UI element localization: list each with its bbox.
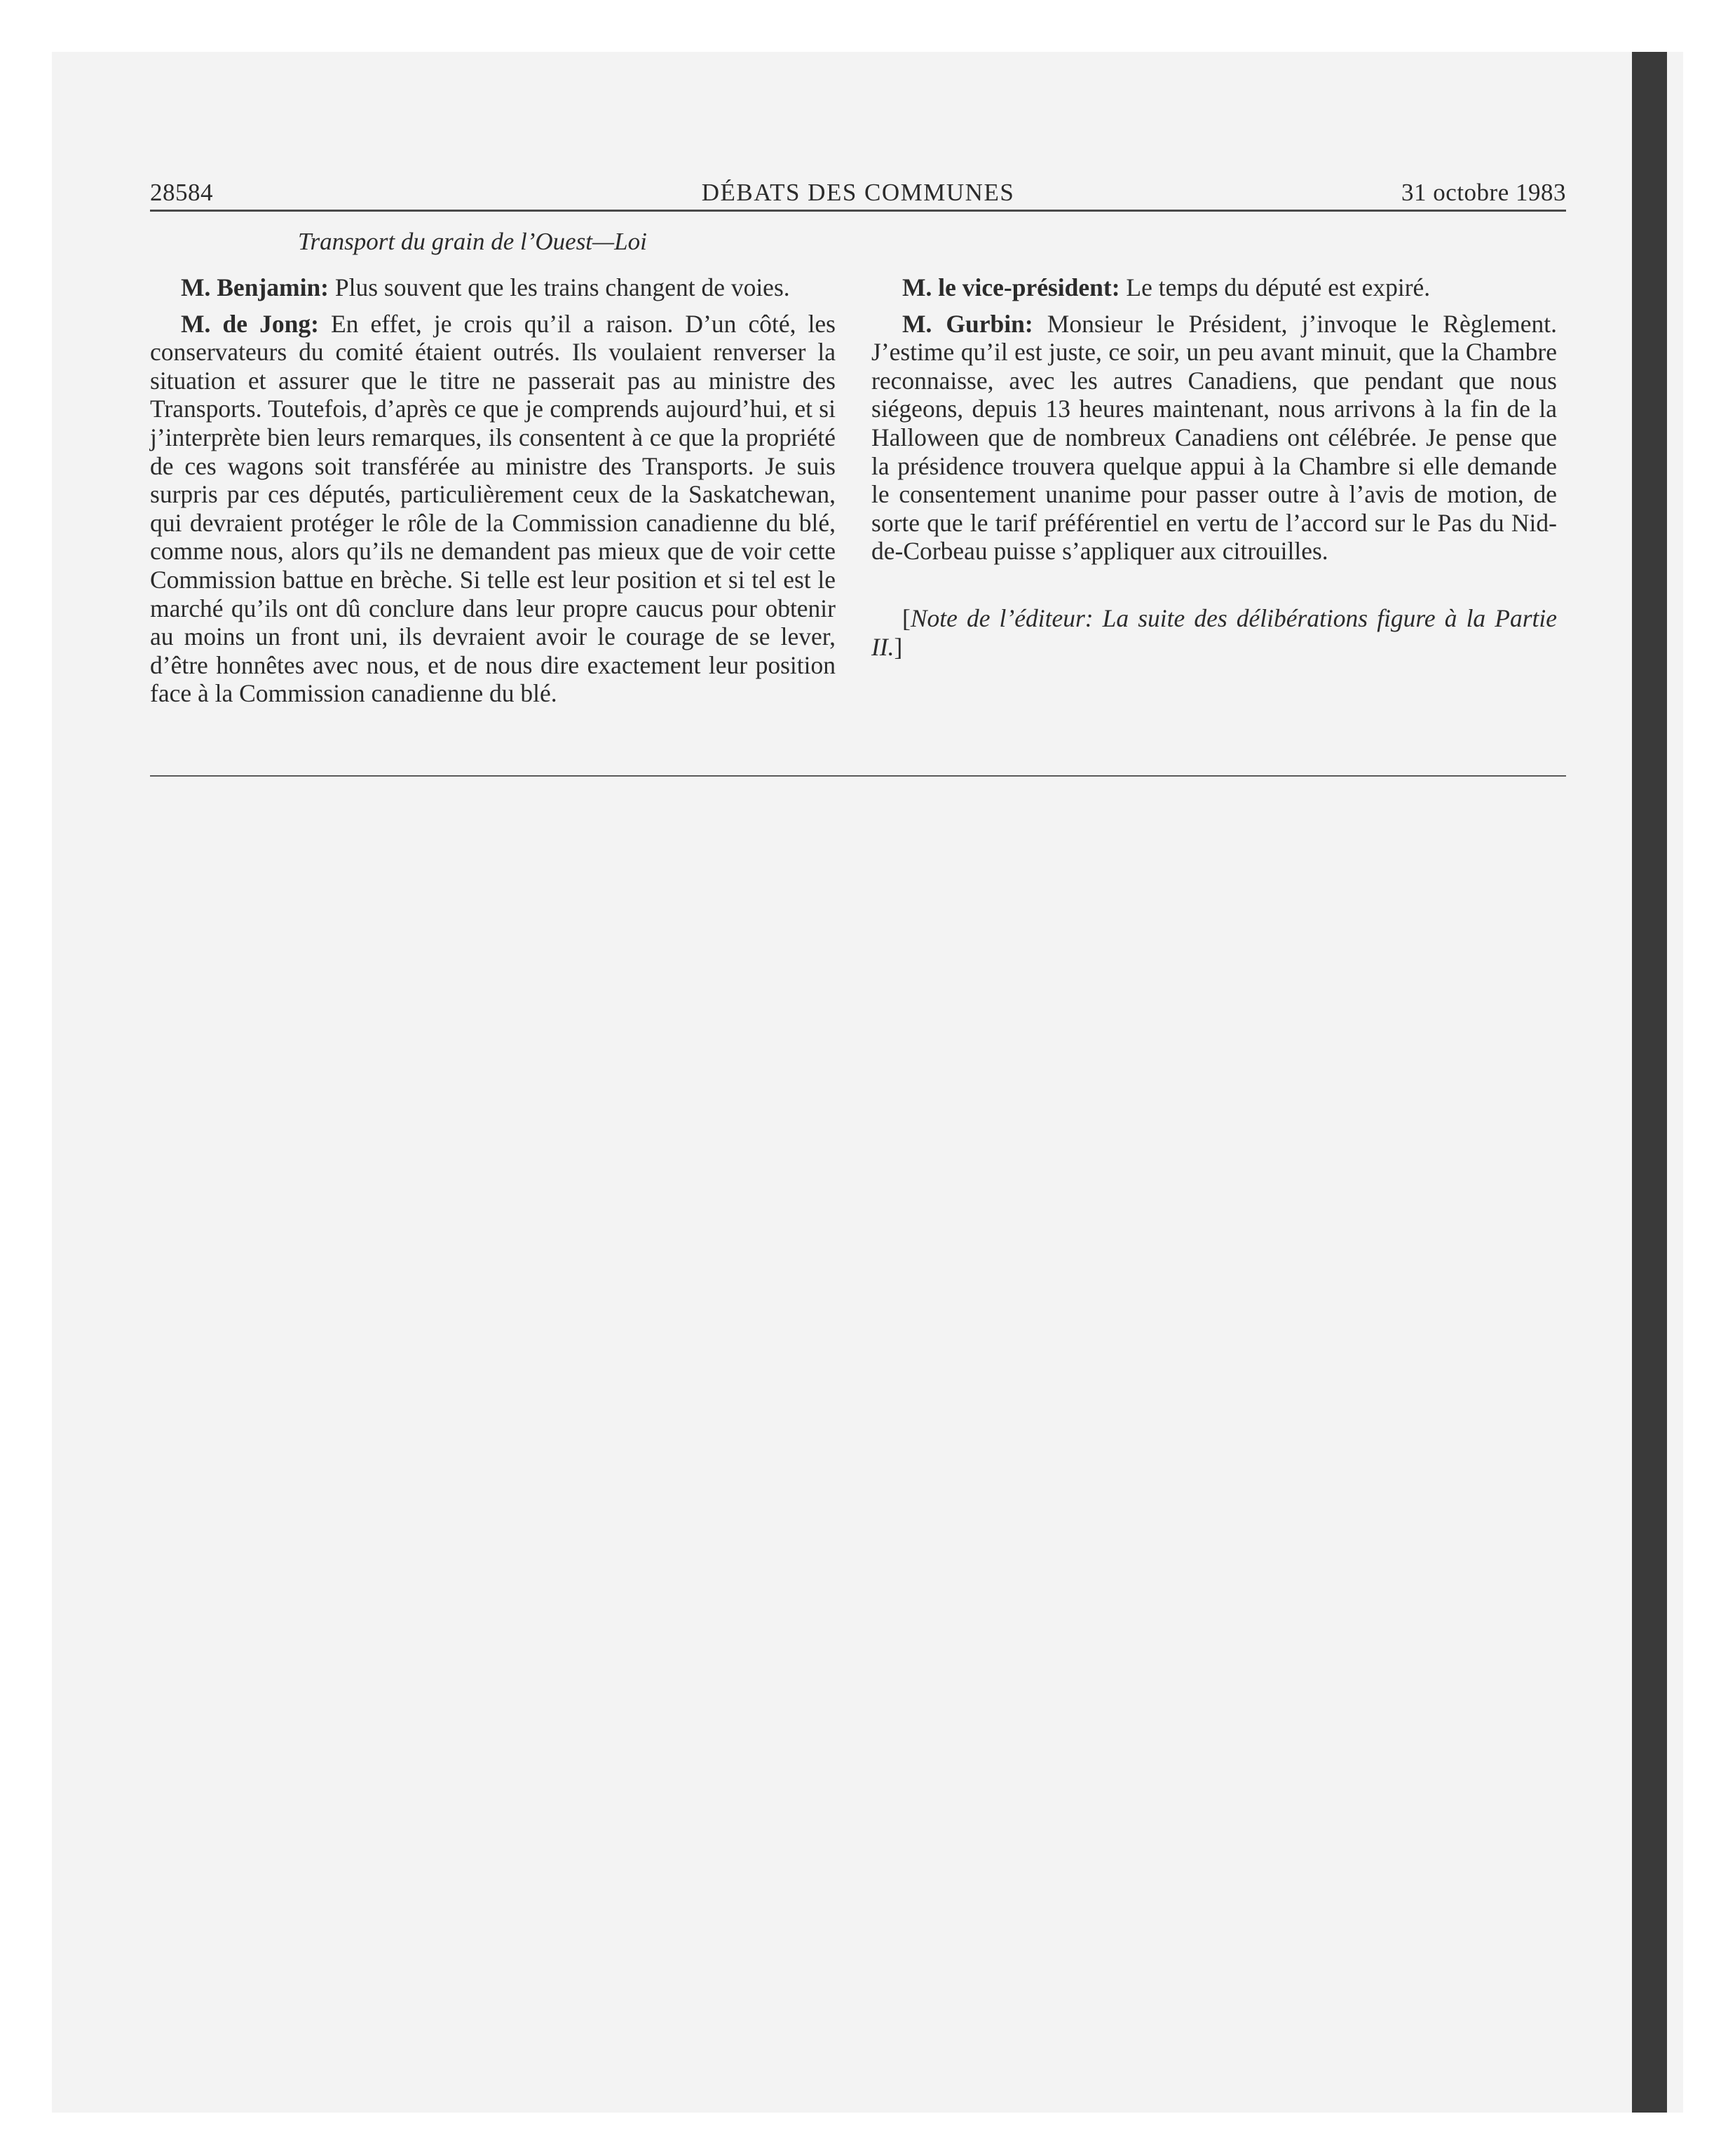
- speaker-name: M. de Jong:: [181, 309, 319, 338]
- page-number: 28584: [150, 179, 213, 206]
- running-title: Transport du grain de l’Ouest—Loi: [298, 228, 647, 255]
- speech-paragraph: [150, 310, 836, 708]
- speech-paragraph: [871, 273, 1557, 302]
- speech-paragraph: [871, 310, 1557, 566]
- speech-text: Plus souvent que les trains changent de voies.: [334, 273, 790, 301]
- speech-text: Le temps du député est expiré.: [1126, 273, 1431, 301]
- editor-note-open-bracket: [: [902, 603, 911, 632]
- speech-text: En effet, je crois qu’il a raison. D’un côté, les conservateurs du comité étaient outrés. Ils voulaient renverser la situation et assurer que le titre ne passerait pas au ministre des Transports. Toutefois, d’après ce que je comprends aujourd’hui, et si j’interprète bien leurs remarques, ils consentent à ce que la propriété de ces wagons soit transférée au ministre des Transports. Je suis surpris par ces députés, particulièrement ceux de la Saskatchewan, qui devraient protéger le rôle de la Commission canadienne du blé, comme nous, alors qu’ils ne demandent pas mieux que de voir cette Commission battue en brèche. Si telle est leur position et si tel est le marché qu’ils ont dû conclure dans leur propre caucus pour obtenir au moins un front uni, ils devraient avoir le courage de se lever, d’être honnêtes avec nous, et de nous dire exactement leur position face à la Commission canadienne du blé.: [150, 309, 836, 708]
- speech-paragraph: [150, 273, 836, 302]
- speaker-name: M. le vice-président:: [902, 273, 1120, 301]
- section-end-rule: [150, 775, 1566, 777]
- left-column: [150, 273, 836, 716]
- speaker-name: M. Benjamin:: [181, 273, 329, 301]
- page-header: [150, 177, 1566, 209]
- editor-note-text: Note de l’éditeur: La suite des délibérations figure à la Partie II.: [871, 603, 1557, 661]
- header-rule: [150, 210, 1566, 212]
- editor-note-close-bracket: ]: [894, 632, 903, 661]
- page-edge-shadow: [1632, 52, 1667, 2113]
- speaker-name: M. Gurbin:: [902, 309, 1033, 338]
- speech-text: Monsieur le Président, j’invoque le Règlement. J’estime qu’il est juste, ce soir, un peu avant minuit, que la Chambre reconnaisse, avec les autres Canadiens, que pendant que nous siégeons, depuis 13 heures maintenant, nous arrivons à la fin de la Halloween que de nombreux Canadiens ont célébrée. Je pense que la présidence trouvera quelque appui à la Chambre si elle demande le consentement unanime pour passer outre à l’avis de motion, de sorte que le tarif préférentiel en vertu de l’accord sur le Pas du Nid-de-Corbeau puisse s’appliquer aux citrouilles.: [871, 309, 1557, 566]
- journal-title: DÉBATS DES COMMUNES: [701, 179, 1015, 206]
- right-column: [871, 273, 1557, 669]
- issue-date: 31 octobre 1983: [1401, 179, 1566, 206]
- editor-note: [871, 604, 1557, 661]
